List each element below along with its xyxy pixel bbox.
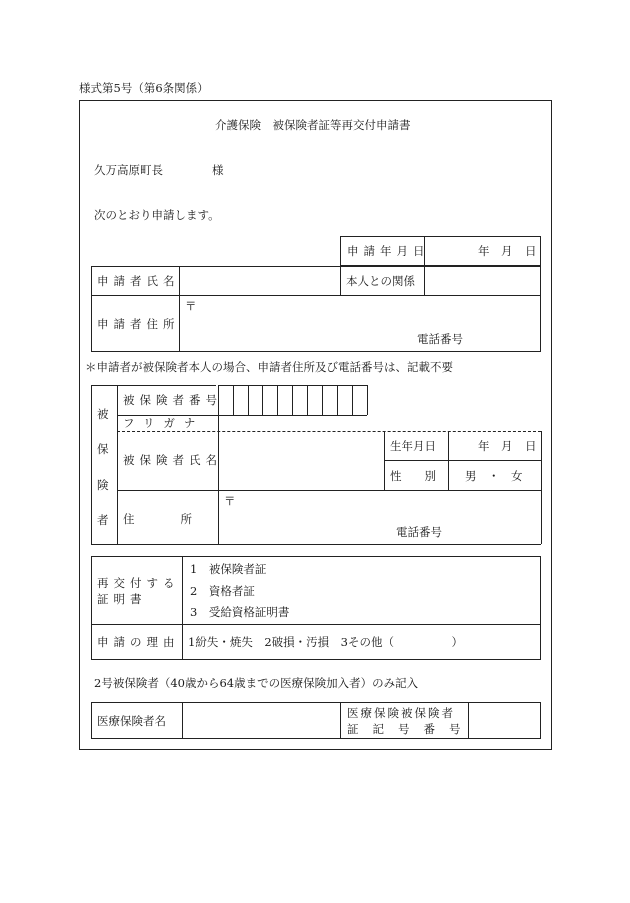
- applicant-postal-mark: 〒: [185, 299, 197, 313]
- applicant-address-field[interactable]: [181, 297, 539, 350]
- application-date-month[interactable]: 月: [501, 244, 513, 258]
- furigana-field[interactable]: [220, 417, 539, 429]
- reissue-item-2[interactable]: 2 資格者証: [190, 584, 255, 598]
- form-title: 介護保険 被保険者証等再交付申請書: [215, 118, 411, 132]
- medical-number-field[interactable]: [470, 704, 539, 737]
- insured-address-field[interactable]: [220, 492, 539, 542]
- insured-name-field[interactable]: [220, 433, 382, 488]
- applicant-name-label: 申請者氏名: [97, 274, 180, 288]
- medical-number-label-line2: 証記号番号: [347, 722, 475, 736]
- relation-label: 本人との関係: [346, 274, 415, 288]
- birth-month[interactable]: 月: [501, 439, 513, 453]
- medical-note: 2号被保険者（40歳から64歳までの医療保険加入者）のみ記入: [94, 676, 419, 690]
- intro-text: 次のとおり申請します。: [94, 208, 220, 222]
- reason-options[interactable]: 1紛失・焼失 2破損・汚損 3その他（ ）: [188, 635, 463, 649]
- insured-side-label-4: 者: [97, 513, 109, 527]
- medical-insurer-field[interactable]: [184, 704, 338, 737]
- birth-date-label: 生年月日: [390, 439, 436, 453]
- relation-field[interactable]: [426, 268, 539, 293]
- application-date-year[interactable]: 年: [478, 244, 490, 258]
- insured-number-cells[interactable]: [218, 385, 367, 415]
- applicant-address-label: 申請者住所: [97, 317, 180, 331]
- medical-number-label-line1: 医療保険被保険者: [347, 706, 455, 720]
- insured-address-label: 住 所: [123, 512, 192, 526]
- birth-day[interactable]: 日: [525, 439, 537, 453]
- application-date-day[interactable]: 日: [525, 244, 537, 258]
- sex-label: 性 別: [390, 469, 436, 483]
- insured-side-label-1: 被: [97, 407, 109, 421]
- reissue-label-line2: 証明書: [97, 592, 147, 606]
- application-date-label: 申請年月日: [347, 244, 430, 258]
- sex-options[interactable]: 男 ・ 女: [465, 469, 523, 483]
- reissue-label-line1: 再交付する: [97, 576, 180, 590]
- addressee-name: 久万高原町長: [94, 163, 163, 177]
- reason-label: 申請の理由: [97, 635, 180, 649]
- insured-name-label: 被保険者氏名: [123, 453, 222, 467]
- form-number: 様式第5号（第6条関係）: [79, 81, 209, 95]
- reissue-item-3[interactable]: 3 受給資格証明書: [190, 605, 290, 619]
- applicant-name-field[interactable]: [181, 268, 338, 293]
- insured-side-label-3: 険: [97, 478, 109, 492]
- insured-number-label: 被保険者番号: [123, 393, 222, 407]
- insured-postal-mark: 〒: [224, 494, 236, 508]
- note-text: ＊申請者が被保険者本人の場合、申請者住所及び電話番号は、記載不要: [85, 360, 453, 374]
- insured-phone-label: 電話番号: [396, 525, 442, 539]
- birth-year[interactable]: 年: [478, 439, 490, 453]
- addressee-honorific: 様: [212, 163, 224, 177]
- furigana-label: フリガナ: [123, 416, 205, 430]
- medical-insurer-label: 医療保険者名: [97, 714, 166, 728]
- reissue-item-1[interactable]: 1 被保険者証: [190, 562, 267, 576]
- insured-side-label-2: 保: [97, 442, 109, 456]
- applicant-phone-label: 電話番号: [417, 332, 463, 346]
